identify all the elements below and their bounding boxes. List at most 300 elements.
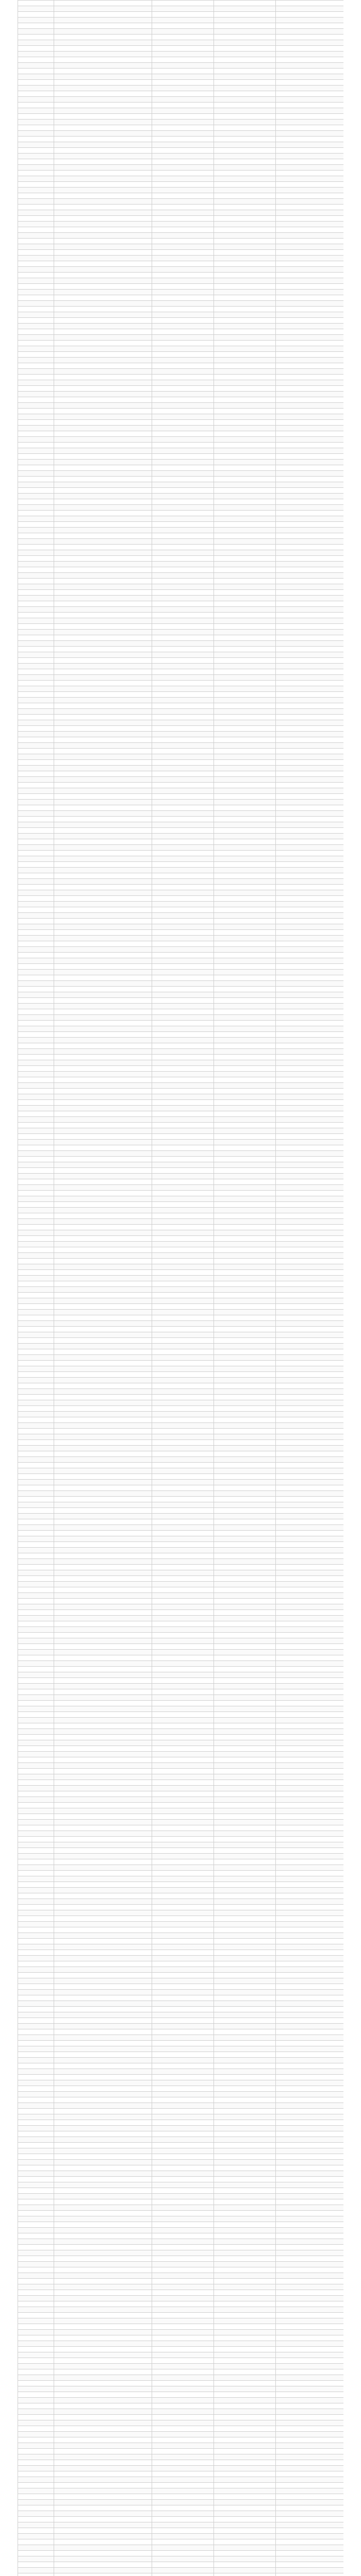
school-name-cell [54,1848,152,1854]
plan-count-cell [152,1128,214,1134]
table-row [18,1094,344,1100]
table-row [18,1559,344,1565]
school-name-cell [54,1854,152,1859]
school-code-cell [18,1780,54,1786]
school-code-cell [18,52,54,57]
plan-count-cell [152,936,214,941]
rank-cell [276,2477,344,2483]
school-code-cell [18,635,54,641]
plan-count-cell [152,970,214,975]
table-row [18,2545,344,2551]
table-row [18,2211,344,2216]
rank-cell [276,1797,344,1803]
school-code-cell [18,2369,54,2375]
rank-cell [276,2307,344,2313]
table-row [18,953,344,958]
plan-count-cell [152,2256,214,2262]
plan-count-cell [152,2148,214,2154]
score-cell [214,233,276,239]
school-name-cell [54,1899,152,1905]
school-name-cell [54,533,152,539]
table-row [18,1440,344,1446]
score-cell [214,1004,276,1009]
school-code-cell [18,998,54,1004]
rank-cell [276,2012,344,2018]
plan-count-cell [152,1780,214,1786]
rank-cell [276,1004,344,1009]
plan-count-cell [152,794,214,800]
school-code-cell [18,12,54,18]
score-cell [214,1168,276,1174]
score-cell [214,664,276,669]
score-cell [214,2279,276,2284]
plan-count-cell [152,91,214,97]
table-row [18,539,344,545]
school-code-cell [18,176,54,182]
plan-count-cell [152,1944,214,1950]
school-name-cell [54,720,152,726]
school-name-cell [54,131,152,137]
rank-cell [276,86,344,91]
school-code-cell [18,2233,54,2239]
table-row [18,1383,344,1389]
plan-count-cell [152,267,214,273]
table-row [18,329,344,335]
school-code-cell [18,987,54,992]
school-name-cell [54,1259,152,1264]
rank-cell [276,1638,344,1644]
score-cell [214,635,276,641]
table-row [18,2517,344,2522]
rank-cell [276,2443,344,2449]
plan-count-cell [152,114,214,120]
school-name-cell [54,726,152,732]
rank-cell [276,709,344,715]
table-row [18,1769,344,1774]
table-row [18,1004,344,1009]
school-code-cell [18,726,54,732]
school-code-cell [18,681,54,686]
rank-cell [276,766,344,771]
school-name-cell [54,227,152,233]
school-code-cell [18,817,54,822]
rank-cell [276,46,344,52]
plan-count-cell [152,482,214,488]
rank-cell [276,18,344,23]
school-code-cell [18,499,54,505]
school-name-cell [54,1298,152,1304]
rank-cell [276,1876,344,1882]
plan-count-cell [152,1650,214,1655]
school-code-cell [18,533,54,539]
plan-count-cell [152,2313,214,2318]
score-cell [214,1417,276,1423]
school-name-cell [54,284,152,290]
school-code-cell [18,295,54,301]
school-name-cell [54,2369,152,2375]
score-cell [214,1157,276,1162]
plan-count-cell [152,295,214,301]
score-cell [214,2528,276,2534]
score-cell [214,709,276,715]
plan-count-cell [152,1644,214,1650]
plan-count-cell [152,2324,214,2330]
score-cell [214,1128,276,1134]
score-cell [214,482,276,488]
score-cell [214,947,276,953]
school-code-cell [18,2131,54,2137]
table-row [18,505,344,511]
table-row [18,822,344,828]
school-name-cell [54,822,152,828]
score-cell [214,2211,276,2216]
school-code-cell [18,2182,54,2188]
school-code-cell [18,1434,54,1440]
rank-cell [276,641,344,647]
school-code-cell [18,46,54,52]
school-name-cell [54,873,152,879]
rank-cell [276,1276,344,1281]
rank-cell [276,975,344,981]
score-cell [214,460,276,465]
plan-count-cell [152,2307,214,2313]
table-row [18,346,344,352]
school-code-cell [18,239,54,244]
rank-cell [276,2165,344,2171]
school-code-cell [18,1219,54,1225]
plan-count-cell [152,454,214,460]
rank-cell [276,1559,344,1565]
table-row [18,1740,344,1746]
rank-cell [276,1021,344,1026]
table-row [18,1485,344,1491]
plan-count-cell [152,2483,214,2488]
school-name-cell [54,896,152,902]
school-name-cell [54,80,152,86]
rank-cell [276,69,344,74]
school-code-cell [18,1338,54,1344]
school-name-cell [54,1219,152,1225]
score-cell [214,941,276,947]
score-cell [214,46,276,52]
rank-cell [276,2386,344,2392]
score-cell [214,499,276,505]
table-row [18,1321,344,1327]
table-row [18,2573,344,2576]
score-cell [214,431,276,437]
school-name-cell [54,1344,152,1349]
plan-count-cell [152,924,214,930]
table-row [18,216,344,222]
plan-count-cell [152,154,214,159]
school-name-cell [54,1650,152,1655]
score-cell [214,363,276,369]
rank-cell [276,1417,344,1423]
table-row [18,970,344,975]
plan-count-cell [152,471,214,477]
score-cell [214,1406,276,1412]
score-cell [214,902,276,907]
table-row [18,919,344,924]
score-cell [214,720,276,726]
table-row [18,1134,344,1140]
rank-cell [276,1480,344,1485]
score-cell [214,2318,276,2324]
school-name-cell [54,675,152,681]
table-row [18,2347,344,2352]
school-name-cell [54,2160,152,2165]
school-name-cell [54,499,152,505]
plan-count-cell [152,1344,214,1349]
school-code-cell [18,675,54,681]
rank-cell [276,1440,344,1446]
school-name-cell [54,1814,152,1820]
school-name-cell [54,443,152,448]
rank-cell [276,414,344,420]
plan-count-cell [152,2477,214,2483]
school-name-cell [54,2267,152,2273]
score-cell [214,2228,276,2233]
school-name-cell [54,2500,152,2505]
table-row [18,618,344,624]
school-name-cell [54,1514,152,1519]
school-code-cell [18,1117,54,1123]
table-row [18,1780,344,1786]
school-name-cell [54,2460,152,2466]
score-cell [214,1576,276,1582]
table-row [18,1814,344,1820]
rank-cell [276,1922,344,1927]
school-code-cell [18,2358,54,2364]
rank-cell [276,749,344,754]
rank-cell [276,1372,344,1378]
score-cell [214,2500,276,2505]
school-name-cell [54,57,152,63]
plan-count-cell [152,1967,214,1973]
score-cell [214,1859,276,1865]
school-code-cell [18,2477,54,2483]
score-cell [214,2063,276,2069]
score-cell [214,2341,276,2347]
score-cell [214,2415,276,2420]
score-cell [214,539,276,545]
score-cell [214,1083,276,1089]
table-row [18,1633,344,1638]
school-name-cell [54,1944,152,1950]
school-code-cell [18,312,54,318]
school-name-cell [54,2154,152,2160]
table-row [18,2114,344,2120]
plan-count-cell [152,788,214,794]
score-cell [214,1055,276,1060]
school-code-cell [18,2386,54,2392]
school-code-cell [18,545,54,550]
school-name-cell [54,1786,152,1791]
school-code-cell [18,1876,54,1882]
table-row [18,420,344,426]
plan-count-cell [152,1106,214,1111]
table-row [18,1984,344,1990]
rank-cell [276,2188,344,2194]
table-row [18,1128,344,1134]
school-name-cell [54,1060,152,1066]
score-cell [214,148,276,154]
score-cell [214,1667,276,1672]
plan-count-cell [152,1888,214,1893]
school-name-cell [54,1077,152,1083]
score-cell [214,1043,276,1049]
score-cell [214,2381,276,2386]
table-row [18,635,344,641]
score-cell [214,686,276,692]
school-code-cell [18,1134,54,1140]
score-cell [214,737,276,743]
score-cell [214,1145,276,1151]
rank-cell [276,596,344,601]
score-cell [214,749,276,754]
school-name-cell [54,851,152,856]
table-row [18,2228,344,2233]
rank-cell [276,726,344,732]
rank-cell [276,1689,344,1695]
school-code-cell [18,1695,54,1701]
table-row [18,324,344,329]
plan-count-cell [152,2398,214,2403]
school-name-cell [54,52,152,57]
rank-cell [276,471,344,477]
table-row [18,1372,344,1378]
school-name-cell [54,256,152,261]
school-code-cell [18,2194,54,2199]
plan-count-cell [152,380,214,386]
plan-count-cell [152,69,214,74]
score-cell [214,477,276,482]
plan-count-cell [152,800,214,805]
school-code-cell [18,562,54,567]
plan-count-cell [152,1871,214,1876]
table-row [18,907,344,913]
plan-count-cell [152,1321,214,1327]
school-code-cell [18,698,54,703]
school-code-cell [18,414,54,420]
table-row [18,2126,344,2131]
rank-cell [276,2148,344,2154]
rank-cell [276,2024,344,2029]
school-name-cell [54,839,152,845]
plan-count-cell [152,664,214,669]
rank-cell [276,743,344,749]
rank-cell [276,777,344,783]
plan-count-cell [152,1712,214,1718]
school-name-cell [54,2534,152,2539]
score-cell [214,1893,276,1899]
school-code-cell [18,1276,54,1281]
plan-count-cell [152,6,214,12]
table-row [18,2409,344,2415]
school-code-cell [18,437,54,443]
school-name-cell [54,307,152,312]
school-name-cell [54,1338,152,1344]
score-cell [214,1423,276,1429]
school-code-cell [18,2177,54,2182]
school-name-cell [54,630,152,635]
school-code-cell [18,2046,54,2052]
table-row [18,131,344,137]
plan-count-cell [152,896,214,902]
rank-cell [276,1950,344,1956]
score-cell [214,783,276,788]
rank-cell [276,981,344,987]
score-cell [214,1355,276,1361]
table-row [18,2177,344,2182]
plan-count-cell [152,1406,214,1412]
table-row [18,1060,344,1066]
school-name-cell [54,2517,152,2522]
rank-cell [276,2001,344,2007]
school-code-cell [18,2347,54,2352]
rank-cell [276,754,344,760]
rank-cell [276,590,344,596]
rank-cell [276,2420,344,2426]
school-code-cell [18,426,54,431]
school-code-cell [18,1910,54,1916]
score-cell [214,165,276,171]
rank-cell [276,618,344,624]
score-cell [214,2148,276,2154]
plan-count-cell [152,261,214,267]
school-code-cell [18,1485,54,1491]
score-cell [214,890,276,896]
score-cell [214,1831,276,1837]
rank-cell [276,2256,344,2262]
school-name-cell [54,919,152,924]
school-code-cell [18,2307,54,2313]
school-name-cell [54,958,152,964]
score-cell [214,1072,276,1077]
rank-cell [276,573,344,579]
score-cell [214,1259,276,1264]
school-name-cell [54,312,152,318]
school-name-cell [54,29,152,35]
rank-cell [276,1230,344,1236]
rank-cell [276,550,344,556]
school-name-cell [54,1361,152,1366]
rank-cell [276,885,344,890]
plan-count-cell [152,188,214,193]
table-row [18,1451,344,1457]
table-row [18,1463,344,1468]
plan-count-cell [152,1701,214,1706]
school-code-cell [18,1933,54,1939]
table-row [18,1576,344,1582]
table-row [18,879,344,885]
rank-cell [276,556,344,562]
school-name-cell [54,635,152,641]
school-name-cell [54,1820,152,1825]
school-code-cell [18,222,54,227]
rank-cell [276,1667,344,1672]
school-name-cell [54,2296,152,2301]
table-row [18,862,344,868]
table-row [18,448,344,454]
plan-count-cell [152,2165,214,2171]
score-cell [214,1434,276,1440]
plan-count-cell [152,2233,214,2239]
rank-cell [276,896,344,902]
school-name-cell [54,1610,152,1616]
school-code-cell [18,2262,54,2267]
plan-count-cell [152,403,214,409]
